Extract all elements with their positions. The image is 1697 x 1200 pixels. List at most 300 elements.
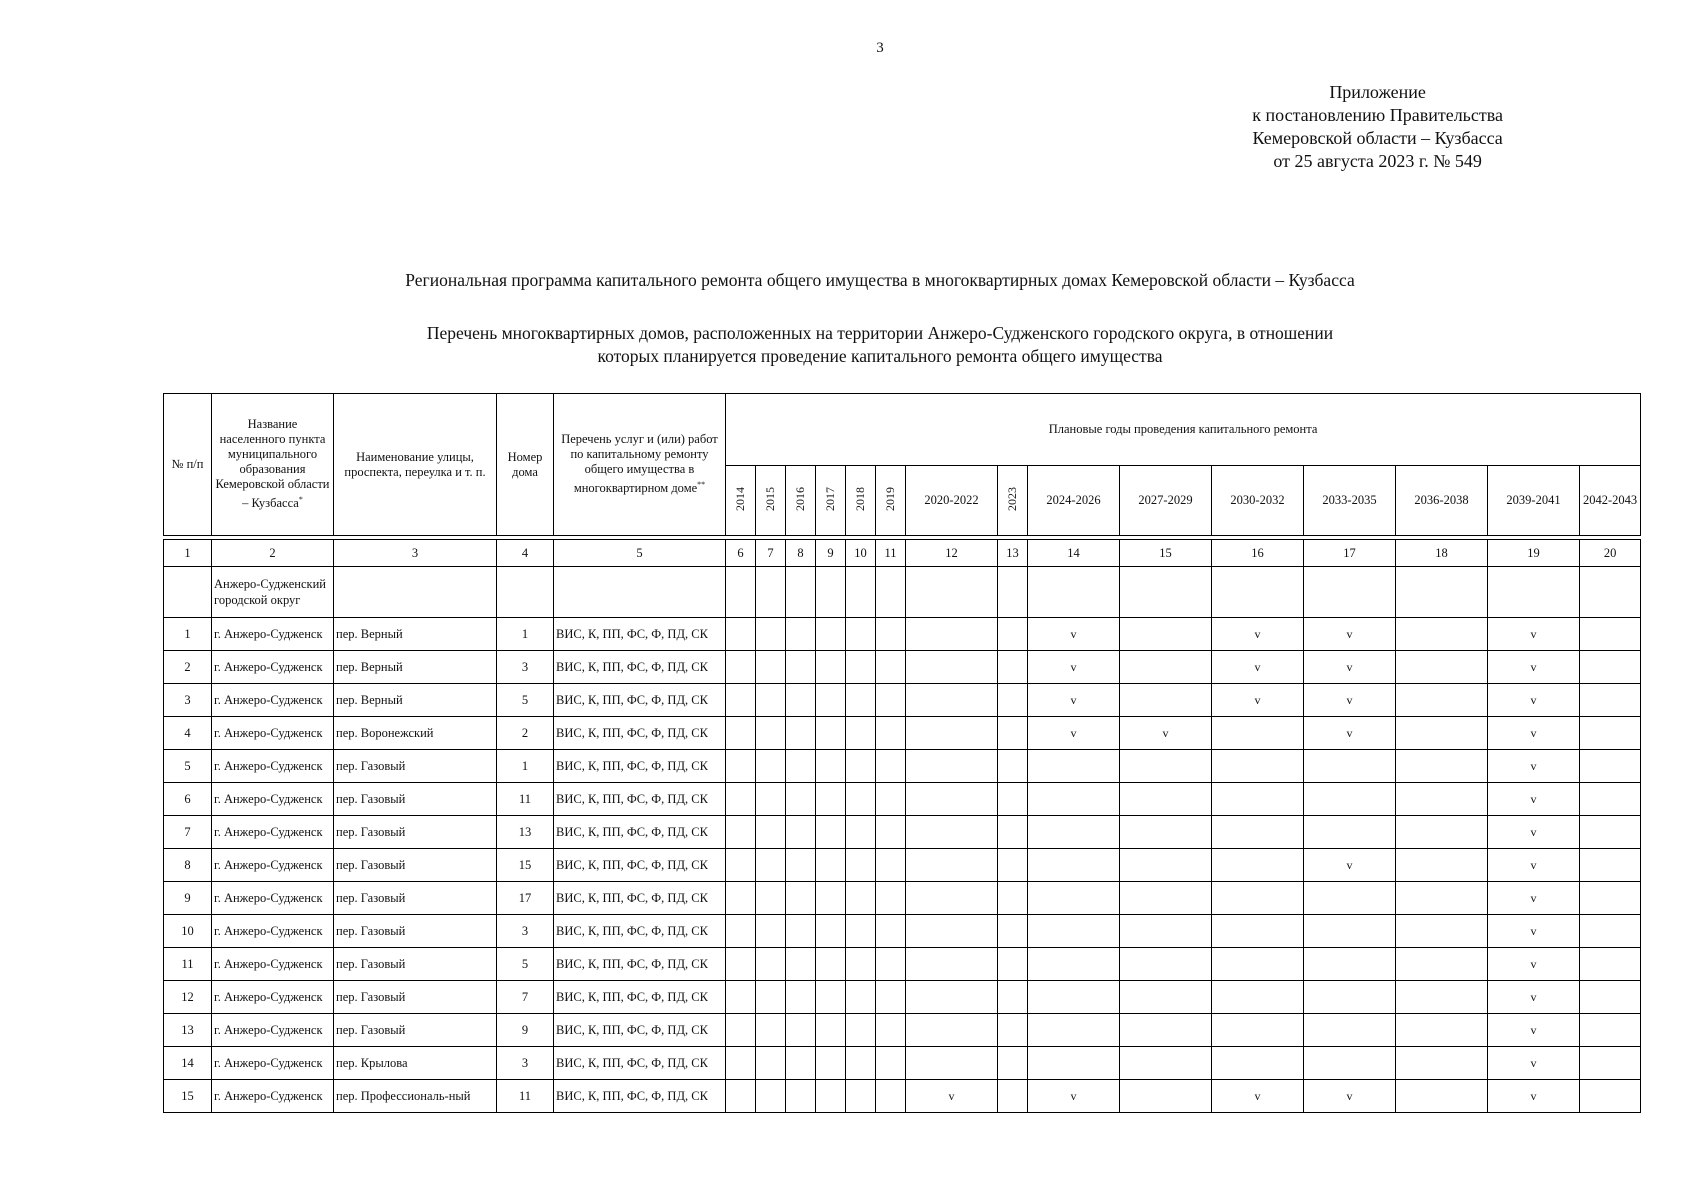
settlement-cell: г. Анжеро-Судженск bbox=[212, 783, 334, 816]
header-year bbox=[1304, 466, 1396, 536]
year-empty-cell bbox=[726, 750, 756, 783]
year-mark: v bbox=[1530, 1088, 1537, 1103]
header-year-label: 2023 bbox=[1005, 486, 1019, 511]
year-empty-cell bbox=[1580, 717, 1641, 750]
settlement-cell: г. Анжеро-Судженск bbox=[212, 750, 334, 783]
year-empty-cell bbox=[998, 618, 1028, 651]
year-empty-cell bbox=[998, 750, 1028, 783]
year-empty-cell bbox=[1396, 915, 1488, 948]
column-number: 6 bbox=[726, 540, 756, 567]
year-mark-cell bbox=[1488, 1080, 1580, 1113]
year-mark-cell bbox=[1488, 618, 1580, 651]
year-empty-cell bbox=[726, 651, 756, 684]
table-row bbox=[164, 717, 1641, 750]
year-empty-cell bbox=[1212, 882, 1304, 915]
header-year bbox=[1120, 466, 1212, 536]
year-empty-cell bbox=[876, 618, 906, 651]
year-empty-cell bbox=[726, 783, 756, 816]
empty-cell bbox=[786, 567, 816, 618]
year-mark: v bbox=[1530, 890, 1537, 905]
row-number: 13 bbox=[164, 1014, 212, 1047]
year-empty-cell bbox=[1304, 948, 1396, 981]
header-street: Наименование улицы, проспекта, переулка и т. п. bbox=[334, 394, 497, 536]
year-empty-cell bbox=[846, 816, 876, 849]
column-number: 18 bbox=[1396, 540, 1488, 567]
year-empty-cell bbox=[1396, 1080, 1488, 1113]
year-empty-cell bbox=[1120, 750, 1212, 783]
year-mark-cell bbox=[1304, 618, 1396, 651]
year-empty-cell bbox=[1120, 882, 1212, 915]
empty-cell bbox=[846, 567, 876, 618]
year-mark: v bbox=[1254, 1088, 1261, 1103]
year-mark: v bbox=[1254, 692, 1261, 707]
year-empty-cell bbox=[906, 651, 998, 684]
header-year-label: 2033-2035 bbox=[1322, 493, 1377, 507]
year-empty-cell bbox=[1304, 981, 1396, 1014]
year-empty-cell bbox=[906, 816, 998, 849]
year-empty-cell bbox=[1396, 684, 1488, 717]
year-empty-cell bbox=[906, 948, 998, 981]
year-empty-cell bbox=[1580, 750, 1641, 783]
empty-cell bbox=[497, 567, 554, 618]
year-empty-cell bbox=[816, 816, 846, 849]
header-planned-years: Плановые годы проведения капитального ремонта bbox=[726, 394, 1641, 466]
year-mark-cell bbox=[1304, 651, 1396, 684]
year-empty-cell bbox=[1212, 981, 1304, 1014]
header-year-label: 2018 bbox=[853, 486, 867, 511]
year-empty-cell bbox=[816, 783, 846, 816]
year-empty-cell bbox=[1304, 915, 1396, 948]
column-number: 15 bbox=[1120, 540, 1212, 567]
year-empty-cell bbox=[756, 618, 786, 651]
year-mark: v bbox=[948, 1088, 955, 1103]
year-empty-cell bbox=[876, 1080, 906, 1113]
year-empty-cell bbox=[726, 816, 756, 849]
year-empty-cell bbox=[816, 750, 846, 783]
year-empty-cell bbox=[756, 684, 786, 717]
year-empty-cell bbox=[1396, 717, 1488, 750]
year-empty-cell bbox=[756, 717, 786, 750]
year-mark-cell bbox=[1488, 750, 1580, 783]
year-empty-cell bbox=[1028, 1014, 1120, 1047]
services-cell: ВИС, К, ПП, ФС, Ф, ПД, СК bbox=[554, 882, 726, 915]
year-mark-cell bbox=[1028, 618, 1120, 651]
services-cell: ВИС, К, ПП, ФС, Ф, ПД, СК bbox=[554, 1080, 726, 1113]
year-mark: v bbox=[1530, 1055, 1537, 1070]
year-empty-cell bbox=[816, 651, 846, 684]
year-empty-cell bbox=[1396, 651, 1488, 684]
year-empty-cell bbox=[1580, 816, 1641, 849]
street-cell: пер. Профессиональ-ный bbox=[334, 1080, 497, 1113]
year-empty-cell bbox=[1212, 750, 1304, 783]
header-settlement-text: Название населенного пункта муниципального образования Кемеровской области – Кузбасса bbox=[215, 417, 330, 511]
year-empty-cell bbox=[816, 684, 846, 717]
year-empty-cell bbox=[816, 882, 846, 915]
street-cell: пер. Газовый bbox=[334, 915, 497, 948]
column-number: 3 bbox=[334, 540, 497, 567]
street-cell: пер. Газовый bbox=[334, 849, 497, 882]
year-empty-cell bbox=[816, 1014, 846, 1047]
empty-cell bbox=[334, 567, 497, 618]
column-number: 10 bbox=[846, 540, 876, 567]
house-number-cell: 13 bbox=[497, 816, 554, 849]
year-empty-cell bbox=[756, 981, 786, 1014]
year-mark-cell bbox=[1488, 981, 1580, 1014]
year-empty-cell bbox=[998, 915, 1028, 948]
settlement-cell: г. Анжеро-Судженск bbox=[212, 915, 334, 948]
year-empty-cell bbox=[1396, 1014, 1488, 1047]
year-mark: v bbox=[1530, 956, 1537, 971]
empty-cell bbox=[756, 567, 786, 618]
year-empty-cell bbox=[876, 849, 906, 882]
column-number: 11 bbox=[876, 540, 906, 567]
table-row bbox=[164, 783, 1641, 816]
year-empty-cell bbox=[846, 618, 876, 651]
column-number: 5 bbox=[554, 540, 726, 567]
header-year bbox=[816, 466, 846, 536]
year-empty-cell bbox=[1580, 948, 1641, 981]
year-empty-cell bbox=[1212, 1014, 1304, 1047]
year-empty-cell bbox=[816, 1080, 846, 1113]
year-empty-cell bbox=[998, 783, 1028, 816]
year-empty-cell bbox=[816, 948, 846, 981]
house-number-cell: 17 bbox=[497, 882, 554, 915]
row-number: 12 bbox=[164, 981, 212, 1014]
year-empty-cell bbox=[906, 1047, 998, 1080]
header-num: № п/п bbox=[164, 394, 212, 536]
house-number-cell: 1 bbox=[497, 750, 554, 783]
year-empty-cell bbox=[1396, 816, 1488, 849]
settlement-cell: г. Анжеро-Судженск bbox=[212, 849, 334, 882]
empty-cell bbox=[1212, 567, 1304, 618]
year-mark-cell bbox=[1028, 717, 1120, 750]
year-empty-cell bbox=[906, 684, 998, 717]
services-cell: ВИС, К, ПП, ФС, Ф, ПД, СК bbox=[554, 849, 726, 882]
year-empty-cell bbox=[846, 684, 876, 717]
year-empty-cell bbox=[756, 1014, 786, 1047]
year-empty-cell bbox=[998, 717, 1028, 750]
header-year-label: 2016 bbox=[793, 486, 807, 511]
year-mark: v bbox=[1346, 725, 1353, 740]
year-empty-cell bbox=[786, 981, 816, 1014]
row-number: 11 bbox=[164, 948, 212, 981]
year-empty-cell bbox=[1212, 849, 1304, 882]
table-row bbox=[164, 882, 1641, 915]
year-empty-cell bbox=[998, 1080, 1028, 1113]
settlement-cell: г. Анжеро-Судженск bbox=[212, 618, 334, 651]
header-year bbox=[1028, 466, 1120, 536]
services-cell: ВИС, К, ПП, ФС, Ф, ПД, СК bbox=[554, 981, 726, 1014]
year-empty-cell bbox=[846, 915, 876, 948]
services-cell: ВИС, К, ПП, ФС, Ф, ПД, СК bbox=[554, 1014, 726, 1047]
year-empty-cell bbox=[1028, 750, 1120, 783]
column-number: 7 bbox=[756, 540, 786, 567]
year-mark-cell bbox=[1028, 1080, 1120, 1113]
year-mark-cell bbox=[1120, 717, 1212, 750]
year-empty-cell bbox=[1304, 816, 1396, 849]
year-empty-cell bbox=[1580, 1080, 1641, 1113]
year-empty-cell bbox=[876, 783, 906, 816]
year-mark-cell bbox=[1488, 849, 1580, 882]
year-empty-cell bbox=[1396, 1047, 1488, 1080]
year-empty-cell bbox=[726, 849, 756, 882]
year-empty-cell bbox=[786, 717, 816, 750]
empty-cell bbox=[1488, 567, 1580, 618]
year-empty-cell bbox=[726, 717, 756, 750]
year-mark: v bbox=[1530, 659, 1537, 674]
street-cell: пер. Газовый bbox=[334, 981, 497, 1014]
year-empty-cell bbox=[756, 915, 786, 948]
header-year-label: 2015 bbox=[763, 486, 777, 511]
year-mark-cell bbox=[1304, 849, 1396, 882]
list-title-line: которых планируется проведение капитального ремонта общего имущества bbox=[597, 346, 1163, 366]
street-cell: пер. Газовый bbox=[334, 882, 497, 915]
district-row bbox=[164, 567, 1641, 618]
year-empty-cell bbox=[1120, 981, 1212, 1014]
year-mark-cell bbox=[1212, 618, 1304, 651]
services-cell: ВИС, К, ПП, ФС, Ф, ПД, СК bbox=[554, 684, 726, 717]
year-empty-cell bbox=[876, 1047, 906, 1080]
year-mark: v bbox=[1530, 824, 1537, 839]
year-empty-cell bbox=[846, 750, 876, 783]
house-number-cell: 3 bbox=[497, 1047, 554, 1080]
services-cell: ВИС, К, ПП, ФС, Ф, ПД, СК bbox=[554, 1047, 726, 1080]
header-year bbox=[906, 466, 998, 536]
table-row bbox=[164, 651, 1641, 684]
empty-cell bbox=[554, 567, 726, 618]
column-number: 12 bbox=[906, 540, 998, 567]
table-row bbox=[164, 849, 1641, 882]
year-empty-cell bbox=[1580, 882, 1641, 915]
appendix-line: Кемеровской области – Кузбасса bbox=[1252, 128, 1503, 148]
empty-cell bbox=[876, 567, 906, 618]
year-empty-cell bbox=[876, 882, 906, 915]
year-mark: v bbox=[1070, 725, 1077, 740]
year-empty-cell bbox=[1028, 1047, 1120, 1080]
page-number: 3 bbox=[876, 40, 884, 56]
house-number-cell: 9 bbox=[497, 1014, 554, 1047]
year-mark: v bbox=[1346, 857, 1353, 872]
header-year-label: 2019 bbox=[883, 486, 897, 511]
year-empty-cell bbox=[1212, 948, 1304, 981]
settlement-cell: г. Анжеро-Судженск bbox=[212, 1014, 334, 1047]
year-empty-cell bbox=[1580, 849, 1641, 882]
year-empty-cell bbox=[1212, 783, 1304, 816]
appendix-line: от 25 августа 2023 г. № 549 bbox=[1273, 151, 1482, 171]
year-empty-cell bbox=[1028, 948, 1120, 981]
year-empty-cell bbox=[846, 981, 876, 1014]
year-empty-cell bbox=[1028, 915, 1120, 948]
year-empty-cell bbox=[756, 1080, 786, 1113]
settlement-cell: г. Анжеро-Судженск bbox=[212, 1080, 334, 1113]
year-empty-cell bbox=[756, 948, 786, 981]
repair-schedule-table bbox=[163, 393, 1641, 1113]
year-empty-cell bbox=[1396, 618, 1488, 651]
house-number-cell: 7 bbox=[497, 981, 554, 1014]
header-year bbox=[726, 466, 756, 536]
year-empty-cell bbox=[1120, 915, 1212, 948]
services-cell: ВИС, К, ПП, ФС, Ф, ПД, СК bbox=[554, 783, 726, 816]
row-number: 7 bbox=[164, 816, 212, 849]
year-empty-cell bbox=[906, 750, 998, 783]
services-cell: ВИС, К, ПП, ФС, Ф, ПД, СК bbox=[554, 750, 726, 783]
year-mark: v bbox=[1530, 989, 1537, 1004]
house-number-cell: 5 bbox=[497, 948, 554, 981]
year-empty-cell bbox=[1580, 783, 1641, 816]
appendix-block bbox=[1252, 81, 1503, 173]
year-empty-cell bbox=[1580, 1047, 1641, 1080]
year-mark: v bbox=[1162, 725, 1169, 740]
year-mark: v bbox=[1530, 857, 1537, 872]
year-empty-cell bbox=[1120, 684, 1212, 717]
year-empty-cell bbox=[1212, 915, 1304, 948]
settlement-cell: г. Анжеро-Судженск bbox=[212, 651, 334, 684]
header-year bbox=[756, 466, 786, 536]
house-number-cell: 15 bbox=[497, 849, 554, 882]
year-empty-cell bbox=[816, 618, 846, 651]
year-empty-cell bbox=[876, 915, 906, 948]
year-empty-cell bbox=[786, 882, 816, 915]
year-mark: v bbox=[1070, 659, 1077, 674]
row-number: 9 bbox=[164, 882, 212, 915]
empty-cell bbox=[1580, 567, 1641, 618]
year-empty-cell bbox=[906, 849, 998, 882]
list-title-line: Перечень многоквартирных домов, расположенных на территории Анжеро-Судженского городского округа, в отношении bbox=[426, 323, 1334, 343]
year-empty-cell bbox=[726, 915, 756, 948]
settlement-cell: г. Анжеро-Судженск bbox=[212, 1047, 334, 1080]
year-mark: v bbox=[1346, 659, 1353, 674]
year-empty-cell bbox=[1304, 1047, 1396, 1080]
house-number-cell: 11 bbox=[497, 783, 554, 816]
column-number: 13 bbox=[998, 540, 1028, 567]
empty-cell bbox=[1304, 567, 1396, 618]
year-empty-cell bbox=[1120, 849, 1212, 882]
table-row bbox=[164, 684, 1641, 717]
header-services-text: Перечень услуг и (или) работ по капитальному ремонту общего имущества в многоквартирном доме bbox=[561, 432, 718, 496]
year-empty-cell bbox=[906, 882, 998, 915]
row-number: 4 bbox=[164, 717, 212, 750]
empty-cell bbox=[164, 567, 212, 618]
table-row bbox=[164, 816, 1641, 849]
year-mark-cell bbox=[1488, 684, 1580, 717]
settlement-cell: г. Анжеро-Судженск bbox=[212, 816, 334, 849]
row-number: 10 bbox=[164, 915, 212, 948]
year-empty-cell bbox=[786, 750, 816, 783]
header-house: Номер дома bbox=[497, 394, 554, 536]
year-mark-cell bbox=[1304, 717, 1396, 750]
year-empty-cell bbox=[906, 981, 998, 1014]
row-number: 15 bbox=[164, 1080, 212, 1113]
services-cell: ВИС, К, ПП, ФС, Ф, ПД, СК bbox=[554, 717, 726, 750]
year-mark: v bbox=[1530, 1022, 1537, 1037]
year-empty-cell bbox=[846, 651, 876, 684]
year-empty-cell bbox=[998, 1014, 1028, 1047]
column-number: 8 bbox=[786, 540, 816, 567]
year-empty-cell bbox=[1120, 783, 1212, 816]
year-mark: v bbox=[1070, 1088, 1077, 1103]
settlement-cell: г. Анжеро-Судженск bbox=[212, 981, 334, 1014]
year-empty-cell bbox=[1212, 816, 1304, 849]
table-row bbox=[164, 1080, 1641, 1113]
footnote-mark: * bbox=[298, 495, 303, 505]
services-cell: ВИС, К, ПП, ФС, Ф, ПД, СК bbox=[554, 948, 726, 981]
year-empty-cell bbox=[816, 717, 846, 750]
table-row bbox=[164, 750, 1641, 783]
year-empty-cell bbox=[756, 783, 786, 816]
table-row bbox=[164, 915, 1641, 948]
year-empty-cell bbox=[756, 849, 786, 882]
year-mark-cell bbox=[1212, 684, 1304, 717]
year-empty-cell bbox=[726, 1080, 756, 1113]
year-empty-cell bbox=[756, 651, 786, 684]
header-year-label: 2036-2038 bbox=[1414, 493, 1469, 507]
year-empty-cell bbox=[816, 915, 846, 948]
year-empty-cell bbox=[998, 651, 1028, 684]
year-mark-cell bbox=[1488, 948, 1580, 981]
settlement-cell: г. Анжеро-Судженск bbox=[212, 882, 334, 915]
year-empty-cell bbox=[726, 981, 756, 1014]
column-number: 1 bbox=[164, 540, 212, 567]
column-number: 14 bbox=[1028, 540, 1120, 567]
year-empty-cell bbox=[846, 783, 876, 816]
year-empty-cell bbox=[1028, 849, 1120, 882]
year-empty-cell bbox=[756, 1047, 786, 1080]
year-mark: v bbox=[1530, 791, 1537, 806]
header-year bbox=[1396, 466, 1488, 536]
year-mark: v bbox=[1346, 1088, 1353, 1103]
table-row bbox=[164, 1047, 1641, 1080]
year-empty-cell bbox=[786, 816, 816, 849]
empty-cell bbox=[906, 567, 998, 618]
header-services bbox=[554, 394, 726, 536]
year-empty-cell bbox=[1580, 651, 1641, 684]
column-number-row bbox=[164, 540, 1641, 567]
year-mark-cell bbox=[1488, 717, 1580, 750]
year-empty-cell bbox=[876, 717, 906, 750]
year-empty-cell bbox=[876, 750, 906, 783]
street-cell: пер. Верный bbox=[334, 684, 497, 717]
year-empty-cell bbox=[816, 981, 846, 1014]
appendix-line: к постановлению Правительства bbox=[1252, 105, 1503, 125]
header-year bbox=[846, 466, 876, 536]
header-year bbox=[1212, 466, 1304, 536]
year-mark-cell bbox=[1488, 651, 1580, 684]
column-number: 16 bbox=[1212, 540, 1304, 567]
year-empty-cell bbox=[1396, 882, 1488, 915]
year-empty-cell bbox=[876, 981, 906, 1014]
header-year bbox=[876, 466, 906, 536]
header-year-label: 2020-2022 bbox=[924, 493, 979, 507]
row-number: 5 bbox=[164, 750, 212, 783]
year-empty-cell bbox=[726, 618, 756, 651]
year-empty-cell bbox=[1580, 684, 1641, 717]
year-empty-cell bbox=[1396, 849, 1488, 882]
year-mark: v bbox=[1254, 626, 1261, 641]
year-empty-cell bbox=[906, 717, 998, 750]
year-empty-cell bbox=[1028, 816, 1120, 849]
services-cell: ВИС, К, ПП, ФС, Ф, ПД, СК bbox=[554, 618, 726, 651]
header-year-label: 2039-2041 bbox=[1506, 493, 1561, 507]
year-empty-cell bbox=[726, 1047, 756, 1080]
row-number: 8 bbox=[164, 849, 212, 882]
street-cell: пер. Верный bbox=[334, 651, 497, 684]
services-cell: ВИС, К, ПП, ФС, Ф, ПД, СК bbox=[554, 915, 726, 948]
row-number: 6 bbox=[164, 783, 212, 816]
year-mark-cell bbox=[1028, 684, 1120, 717]
row-number: 1 bbox=[164, 618, 212, 651]
column-number: 17 bbox=[1304, 540, 1396, 567]
year-empty-cell bbox=[906, 1014, 998, 1047]
